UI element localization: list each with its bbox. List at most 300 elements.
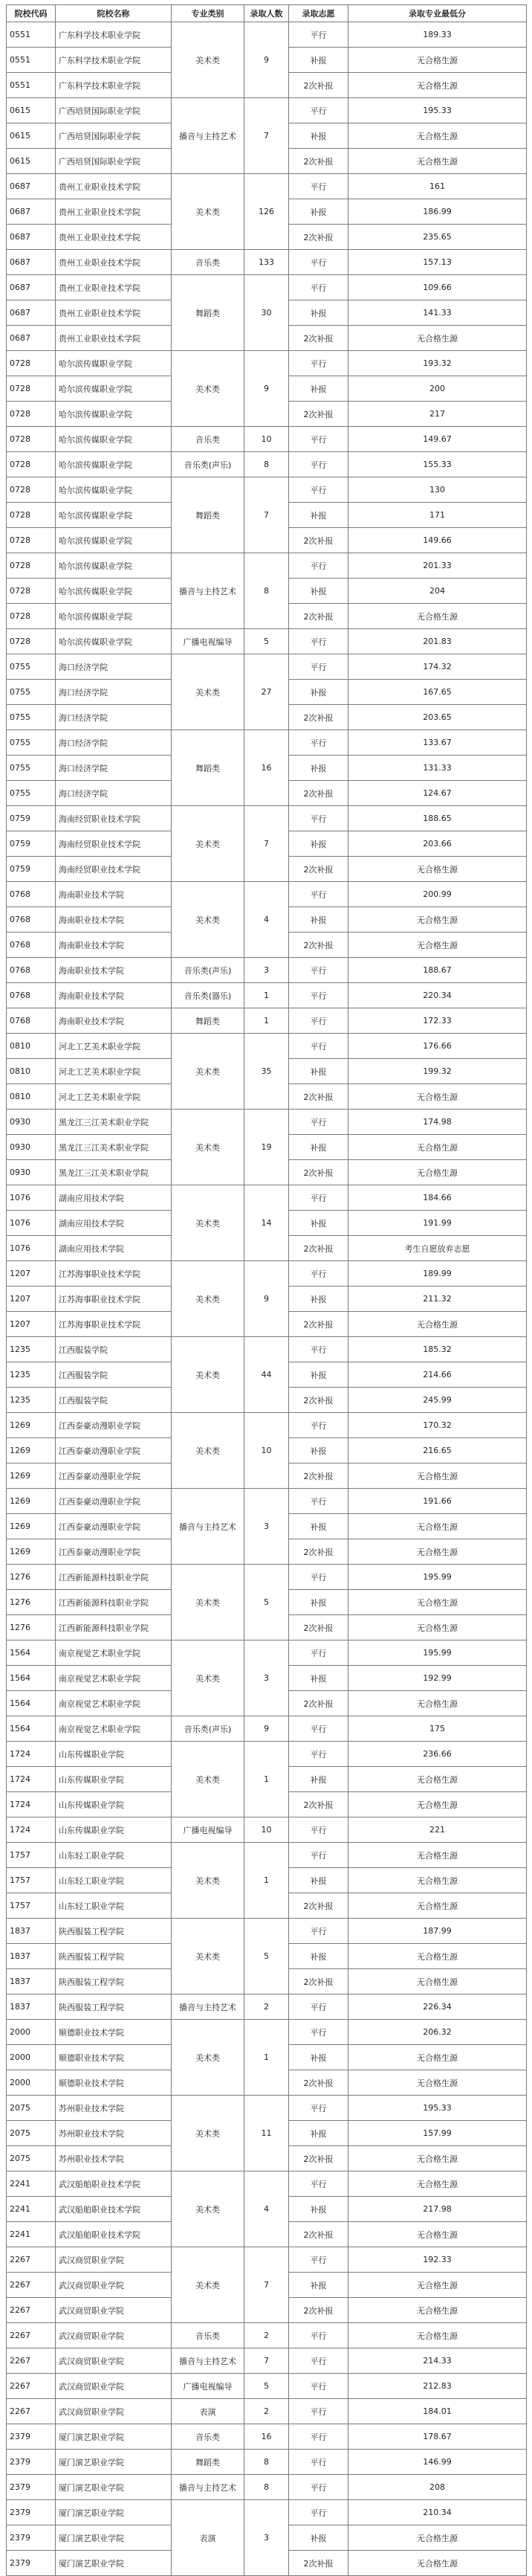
school-name-cell: 贵州工业职业技术学院: [56, 275, 172, 300]
admitted-count-cell: 126: [244, 174, 289, 250]
school-code-cell: 1269: [7, 1413, 56, 1438]
admission-choice-cell: 平行: [289, 1919, 348, 1944]
table-row: [7, 1337, 527, 1362]
school-name-cell: 山东轻工职业学院: [56, 1843, 172, 1868]
header-school-name: 院校名称: [56, 5, 172, 22]
admission-choice-cell: 平行: [289, 2096, 348, 2121]
school-name-cell: 武汉商贸职业学院: [56, 2247, 172, 2273]
school-code-cell: 0755: [7, 781, 56, 806]
admission-choice-cell: 补报: [289, 1944, 348, 1969]
table-row: [7, 351, 527, 376]
min-score-cell: 149.67: [348, 427, 527, 452]
admitted-count-cell: 3: [244, 1489, 289, 1565]
school-name-cell: 山东传媒职业学院: [56, 1767, 172, 1792]
min-score-cell: 211.32: [348, 1287, 527, 1312]
admitted-count-cell: 10: [244, 1413, 289, 1489]
table-row: [7, 2096, 527, 2121]
admission-choice-cell: 2次补报: [289, 73, 348, 98]
school-code-cell: 0768: [7, 958, 56, 983]
school-name-cell: 江西新能源科技职业学院: [56, 1590, 172, 1615]
school-name-cell: 哈尔滨传媒职业学院: [56, 553, 172, 579]
min-score-cell: 235.65: [348, 225, 527, 250]
school-code-cell: 1235: [7, 1362, 56, 1388]
major-category-cell: 舞蹈类: [172, 1008, 244, 1034]
min-score-cell: 178.67: [348, 2424, 527, 2450]
min-score-cell: 无合格生源: [348, 2222, 527, 2247]
admission-choice-cell: 2次补报: [289, 1388, 348, 1413]
admitted-count-cell: 1: [244, 2020, 289, 2096]
admitted-count-cell: 14: [244, 1185, 289, 1261]
school-code-cell: 0728: [7, 376, 56, 402]
admission-choice-cell: 平行: [289, 2348, 348, 2374]
school-code-cell: 0755: [7, 680, 56, 705]
admission-choice-cell: 2次补报: [289, 2146, 348, 2171]
school-name-cell: 江西泰豪动漫职业学院: [56, 1438, 172, 1464]
min-score-cell: 192.99: [348, 1666, 527, 1691]
admission-choice-cell: 2次补报: [289, 2551, 348, 2576]
school-name-cell: 河北工艺美术职业学院: [56, 1059, 172, 1084]
admission-choice-cell: 平行: [289, 1742, 348, 1767]
school-name-cell: 武汉商贸职业学院: [56, 2323, 172, 2348]
min-score-cell: 217: [348, 402, 527, 427]
min-score-cell: 188.65: [348, 806, 527, 831]
table-row: [7, 477, 527, 503]
school-name-cell: 江西泰豪动漫职业学院: [56, 1514, 172, 1539]
admitted-count-cell: 44: [244, 1337, 289, 1413]
table-row: [7, 1716, 527, 1742]
school-name-cell: 海南经贸职业技术学院: [56, 857, 172, 882]
school-name-cell: 哈尔滨传媒职业学院: [56, 579, 172, 604]
school-code-cell: 0615: [7, 98, 56, 123]
min-score-cell: 174.32: [348, 654, 527, 680]
school-code-cell: 1724: [7, 1792, 56, 1817]
school-name-cell: 贵州工业职业技术学院: [56, 174, 172, 199]
table-row: [7, 1994, 527, 2020]
school-name-cell: 武汉商贸职业学院: [56, 2374, 172, 2399]
school-code-cell: 2267: [7, 2323, 56, 2348]
school-code-cell: 2241: [7, 2197, 56, 2222]
school-code-cell: 1837: [7, 1994, 56, 2020]
table-row: [7, 882, 527, 907]
admission-choice-cell: 平行: [289, 98, 348, 123]
school-name-cell: 厦门演艺职业学院: [56, 2450, 172, 2475]
major-category-cell: 美术类: [172, 2171, 244, 2247]
major-category-cell: 音乐类: [172, 250, 244, 275]
school-name-cell: 哈尔滨传媒职业学院: [56, 376, 172, 402]
min-score-cell: 204: [348, 579, 527, 604]
school-code-cell: 1276: [7, 1565, 56, 1590]
admission-choice-cell: 平行: [289, 2247, 348, 2273]
min-score-cell: 149.66: [348, 528, 527, 553]
admitted-count-cell: 7: [244, 98, 289, 174]
school-code-cell: 0768: [7, 882, 56, 907]
admitted-count-cell: 1: [244, 1843, 289, 1919]
school-code-cell: 0759: [7, 831, 56, 857]
school-name-cell: 海口经济学院: [56, 756, 172, 781]
min-score-cell: 186.99: [348, 199, 527, 225]
min-score-cell: 191.66: [348, 1489, 527, 1514]
school-code-cell: 0728: [7, 477, 56, 503]
admission-choice-cell: 平行: [289, 1008, 348, 1034]
school-name-cell: 贵州工业职业技术学院: [56, 199, 172, 225]
min-score-cell: 188.67: [348, 958, 527, 983]
min-score-cell: 无合格生源: [348, 1969, 527, 1994]
school-code-cell: 2000: [7, 2020, 56, 2045]
table-row: [7, 1817, 527, 1843]
admission-choice-cell: 平行: [289, 983, 348, 1008]
min-score-cell: 221: [348, 1817, 527, 1843]
admission-choice-cell: 2次补报: [289, 781, 348, 806]
table-row: [7, 1413, 527, 1438]
min-score-cell: 201.83: [348, 629, 527, 654]
school-code-cell: 0930: [7, 1135, 56, 1160]
school-name-cell: 武汉船舶职业技术学院: [56, 2197, 172, 2222]
admission-choice-cell: 2次补报: [289, 1792, 348, 1817]
school-code-cell: 0687: [7, 326, 56, 351]
min-score-cell: 无合格生源: [348, 1160, 527, 1185]
table-row: [7, 98, 527, 123]
admission-choice-cell: 补报: [289, 1514, 348, 1539]
min-score-cell: 192.33: [348, 2247, 527, 2273]
school-name-cell: 哈尔滨传媒职业学院: [56, 629, 172, 654]
admission-choice-cell: 2次补报: [289, 402, 348, 427]
min-score-cell: 199.32: [348, 1059, 527, 1084]
school-name-cell: 武汉商贸职业学院: [56, 2399, 172, 2424]
min-score-cell: 141.33: [348, 300, 527, 326]
table-row: [7, 2020, 527, 2045]
school-code-cell: 0728: [7, 351, 56, 376]
school-name-cell: 陕西服装工程学院: [56, 1944, 172, 1969]
min-score-cell: 无合格生源: [348, 123, 527, 149]
admission-choice-cell: 平行: [289, 2323, 348, 2348]
school-code-cell: 2075: [7, 2146, 56, 2171]
admitted-count-cell: 9: [244, 351, 289, 427]
admitted-count-cell: 1: [244, 1008, 289, 1034]
admission-choice-cell: 平行: [289, 250, 348, 275]
school-name-cell: 山东轻工职业学院: [56, 1893, 172, 1919]
school-code-cell: 2075: [7, 2121, 56, 2146]
school-name-cell: 哈尔滨传媒职业学院: [56, 528, 172, 553]
school-code-cell: 2379: [7, 2551, 56, 2576]
school-code-cell: 1837: [7, 1969, 56, 1994]
major-category-cell: 广播电视编导: [172, 1817, 244, 1843]
admitted-count-cell: 8: [244, 2450, 289, 2475]
admission-choice-cell: 补报: [289, 2197, 348, 2222]
major-category-cell: 美术类: [172, 1640, 244, 1716]
admission-choice-cell: 平行: [289, 1489, 348, 1514]
min-score-cell: 无合格生源: [348, 1084, 527, 1110]
school-code-cell: 1837: [7, 1944, 56, 1969]
school-code-cell: 0930: [7, 1110, 56, 1135]
school-code-cell: 2000: [7, 2045, 56, 2070]
admission-choice-cell: 2次补报: [289, 1160, 348, 1185]
major-category-cell: 舞蹈类: [172, 730, 244, 806]
admission-choice-cell: 平行: [289, 1817, 348, 1843]
admission-choice-cell: 平行: [289, 1994, 348, 2020]
school-name-cell: 哈尔滨传媒职业学院: [56, 427, 172, 452]
min-score-cell: 203.66: [348, 831, 527, 857]
min-score-cell: 157.13: [348, 250, 527, 275]
admission-choice-cell: 补报: [289, 680, 348, 705]
school-name-cell: 哈尔滨传媒职业学院: [56, 351, 172, 376]
min-score-cell: 226.34: [348, 1994, 527, 2020]
min-score-cell: 220.34: [348, 983, 527, 1008]
admission-choice-cell: 平行: [289, 2020, 348, 2045]
min-score-cell: 无合格生源: [348, 2171, 527, 2197]
admission-choice-cell: 补报: [289, 300, 348, 326]
admission-choice-cell: 补报: [289, 123, 348, 149]
min-score-cell: 无合格生源: [348, 1843, 527, 1868]
admitted-count-cell: 2: [244, 2399, 289, 2424]
min-score-cell: 无合格生源: [348, 1615, 527, 1640]
admission-choice-cell: 补报: [289, 2045, 348, 2070]
school-name-cell: 武汉船舶职业技术学院: [56, 2222, 172, 2247]
admission-choice-cell: 平行: [289, 654, 348, 680]
table-row: [7, 1640, 527, 1666]
min-score-cell: 无合格生源: [348, 1691, 527, 1716]
admission-choice-cell: 2次补报: [289, 2070, 348, 2096]
min-score-cell: 无合格生源: [348, 326, 527, 351]
school-code-cell: 1724: [7, 1742, 56, 1767]
school-code-cell: 1837: [7, 1919, 56, 1944]
min-score-cell: 210.34: [348, 2500, 527, 2525]
admission-choice-cell: 平行: [289, 1640, 348, 1666]
min-score-cell: 167.65: [348, 680, 527, 705]
min-score-cell: 131.33: [348, 756, 527, 781]
major-category-cell: 美术类: [172, 2020, 244, 2096]
admission-choice-cell: 补报: [289, 756, 348, 781]
school-name-cell: 武汉商贸职业学院: [56, 2348, 172, 2374]
admission-choice-cell: 平行: [289, 1413, 348, 1438]
admitted-count-cell: 10: [244, 427, 289, 452]
school-name-cell: 苏州职业技术学院: [56, 2121, 172, 2146]
school-name-cell: 海南职业技术学院: [56, 907, 172, 933]
school-code-cell: 0687: [7, 275, 56, 300]
min-score-cell: 161: [348, 174, 527, 199]
school-name-cell: 河北工艺美术职业学院: [56, 1084, 172, 1110]
school-name-cell: 海南职业技术学院: [56, 933, 172, 958]
admission-choice-cell: 平行: [289, 1565, 348, 1590]
admission-choice-cell: 平行: [289, 1716, 348, 1742]
table-row: [7, 2424, 527, 2450]
school-code-cell: 0728: [7, 528, 56, 553]
major-category-cell: 表演: [172, 2500, 244, 2576]
admission-choice-cell: 平行: [289, 553, 348, 579]
admitted-count-cell: 3: [244, 1640, 289, 1716]
table-row: [7, 1919, 527, 1944]
min-score-cell: 212.83: [348, 2374, 527, 2399]
header-major-category: 专业类别: [172, 5, 244, 22]
school-code-cell: 0768: [7, 983, 56, 1008]
table-body: [7, 22, 527, 2576]
school-code-cell: 1564: [7, 1716, 56, 1742]
school-code-cell: 0755: [7, 705, 56, 730]
admitted-count-cell: 16: [244, 730, 289, 806]
admission-choice-cell: 补报: [289, 831, 348, 857]
school-name-cell: 江西新能源科技职业学院: [56, 1615, 172, 1640]
table-row: [7, 1843, 527, 1868]
major-category-cell: 表演: [172, 2399, 244, 2424]
admission-choice-cell: 平行: [289, 2399, 348, 2424]
school-code-cell: 0768: [7, 1008, 56, 1034]
admitted-count-cell: 3: [244, 2500, 289, 2576]
table-row: [7, 806, 527, 831]
school-code-cell: 1757: [7, 1893, 56, 1919]
min-score-cell: 236.66: [348, 1742, 527, 1767]
school-code-cell: 0759: [7, 806, 56, 831]
major-category-cell: 音乐类(声乐): [172, 452, 244, 477]
admission-choice-cell: 平行: [289, 2171, 348, 2197]
min-score-cell: 无合格生源: [348, 1868, 527, 1893]
major-category-cell: 播音与主持艺术: [172, 553, 244, 629]
admitted-count-cell: 16: [244, 2424, 289, 2450]
admission-choice-cell: 平行: [289, 2424, 348, 2450]
min-score-cell: 无合格生源: [348, 604, 527, 629]
admission-choice-cell: 平行: [289, 629, 348, 654]
major-category-cell: 美术类: [172, 1413, 244, 1489]
school-name-cell: 江西服装学院: [56, 1362, 172, 1388]
school-code-cell: 0551: [7, 48, 56, 73]
min-score-cell: 无合格生源: [348, 1944, 527, 1969]
admission-choice-cell: 2次补报: [289, 1084, 348, 1110]
min-score-cell: 195.99: [348, 1565, 527, 1590]
admitted-count-cell: 133: [244, 250, 289, 275]
min-score-cell: 无合格生源: [348, 1792, 527, 1817]
admission-choice-cell: 平行: [289, 22, 348, 48]
admission-choice-cell: 补报: [289, 2273, 348, 2298]
admitted-count-cell: 11: [244, 2096, 289, 2171]
major-category-cell: 广播电视编导: [172, 629, 244, 654]
admitted-count-cell: 5: [244, 1919, 289, 1994]
school-code-cell: 0615: [7, 123, 56, 149]
admission-choice-cell: 2次补报: [289, 857, 348, 882]
school-name-cell: 江西新能源科技职业学院: [56, 1565, 172, 1590]
school-code-cell: 1757: [7, 1843, 56, 1868]
school-name-cell: 江西泰豪动漫职业学院: [56, 1539, 172, 1565]
school-code-cell: 0768: [7, 933, 56, 958]
school-code-cell: 1076: [7, 1236, 56, 1261]
table-row: [7, 553, 527, 579]
school-code-cell: 0551: [7, 73, 56, 98]
min-score-cell: 130: [348, 477, 527, 503]
major-category-cell: 播音与主持艺术: [172, 2348, 244, 2374]
header-school-code: 院校代码: [7, 5, 56, 22]
school-name-cell: 广西培贤国际职业学院: [56, 123, 172, 149]
admission-choice-cell: 平行: [289, 1185, 348, 1211]
major-category-cell: 美术类: [172, 1034, 244, 1110]
admission-choice-cell: 补报: [289, 503, 348, 528]
admitted-count-cell: 9: [244, 1716, 289, 1742]
min-score-cell: 214.66: [348, 1362, 527, 1388]
table-row: [7, 1489, 527, 1514]
min-score-cell: 无合格生源: [348, 2298, 527, 2323]
min-score-cell: 195.99: [348, 1640, 527, 1666]
table-row: [7, 1261, 527, 1287]
admitted-count-cell: 1: [244, 983, 289, 1008]
admission-choice-cell: 平行: [289, 452, 348, 477]
admission-choice-cell: 平行: [289, 1034, 348, 1059]
major-category-cell: 美术类: [172, 1337, 244, 1413]
school-name-cell: 江苏海事职业技术学院: [56, 1261, 172, 1287]
admitted-count-cell: 2: [244, 2323, 289, 2348]
admission-choice-cell: 平行: [289, 958, 348, 983]
school-code-cell: 0728: [7, 629, 56, 654]
school-name-cell: 南京视觉艺术职业学院: [56, 1691, 172, 1716]
min-score-cell: 无合格生源: [348, 1514, 527, 1539]
school-code-cell: 1724: [7, 1767, 56, 1792]
table-row: [7, 452, 527, 477]
school-code-cell: 0810: [7, 1084, 56, 1110]
min-score-cell: 无合格生源: [348, 1590, 527, 1615]
admitted-count-cell: 5: [244, 1565, 289, 1640]
school-code-cell: 1076: [7, 1211, 56, 1236]
school-name-cell: 广西培贤国际职业学院: [56, 149, 172, 174]
school-code-cell: 0728: [7, 579, 56, 604]
school-name-cell: 广东科学技术职业学院: [56, 22, 172, 48]
school-name-cell: 山东传媒职业学院: [56, 1742, 172, 1767]
admitted-count-cell: 19: [244, 1110, 289, 1185]
major-category-cell: 音乐类(声乐): [172, 958, 244, 983]
school-name-cell: 黑龙江三江美术职业学院: [56, 1160, 172, 1185]
table-row: [7, 1110, 527, 1135]
school-name-cell: 苏州职业技术学院: [56, 2146, 172, 2171]
min-score-cell: 无合格生源: [348, 1312, 527, 1337]
school-name-cell: 贵州工业职业技术学院: [56, 225, 172, 250]
admission-choice-cell: 平行: [289, 174, 348, 199]
admitted-count-cell: 8: [244, 553, 289, 629]
school-code-cell: 2379: [7, 2424, 56, 2450]
school-code-cell: 1564: [7, 1640, 56, 1666]
admitted-count-cell: 8: [244, 2475, 289, 2500]
school-code-cell: 0728: [7, 427, 56, 452]
min-score-cell: 124.67: [348, 781, 527, 806]
school-name-cell: 顺德职业技术学院: [56, 2070, 172, 2096]
table-row: [7, 983, 527, 1008]
admission-choice-cell: 补报: [289, 376, 348, 402]
admission-choice-cell: 补报: [289, 2525, 348, 2551]
admitted-count-cell: 7: [244, 2348, 289, 2374]
admitted-count-cell: 5: [244, 2374, 289, 2399]
school-code-cell: 2267: [7, 2348, 56, 2374]
school-name-cell: 河北工艺美术职业学院: [56, 1034, 172, 1059]
school-code-cell: 1269: [7, 1438, 56, 1464]
school-code-cell: 2379: [7, 2475, 56, 2500]
school-code-cell: 0728: [7, 452, 56, 477]
major-category-cell: 播音与主持艺术: [172, 98, 244, 174]
min-score-cell: 无合格生源: [348, 2525, 527, 2551]
school-code-cell: 0759: [7, 857, 56, 882]
school-code-cell: 1207: [7, 1261, 56, 1287]
school-name-cell: 江西泰豪动漫职业学院: [56, 1489, 172, 1514]
school-code-cell: 0755: [7, 730, 56, 756]
school-name-cell: 江苏海事职业技术学院: [56, 1312, 172, 1337]
major-category-cell: 美术类: [172, 654, 244, 730]
major-category-cell: 美术类: [172, 22, 244, 98]
admission-choice-cell: 2次补报: [289, 326, 348, 351]
table-row: [7, 2374, 527, 2399]
school-name-cell: 厦门演艺职业学院: [56, 2525, 172, 2551]
school-code-cell: 0810: [7, 1034, 56, 1059]
school-name-cell: 厦门演艺职业学院: [56, 2500, 172, 2525]
school-code-cell: 1076: [7, 1185, 56, 1211]
admitted-count-cell: 35: [244, 1034, 289, 1110]
admitted-count-cell: 30: [244, 275, 289, 351]
min-score-cell: 200: [348, 376, 527, 402]
admission-choice-cell: 补报: [289, 1767, 348, 1792]
school-name-cell: 武汉商贸职业学院: [56, 2273, 172, 2298]
min-score-cell: 无合格生源: [348, 73, 527, 98]
admission-choice-cell: 补报: [289, 1287, 348, 1312]
